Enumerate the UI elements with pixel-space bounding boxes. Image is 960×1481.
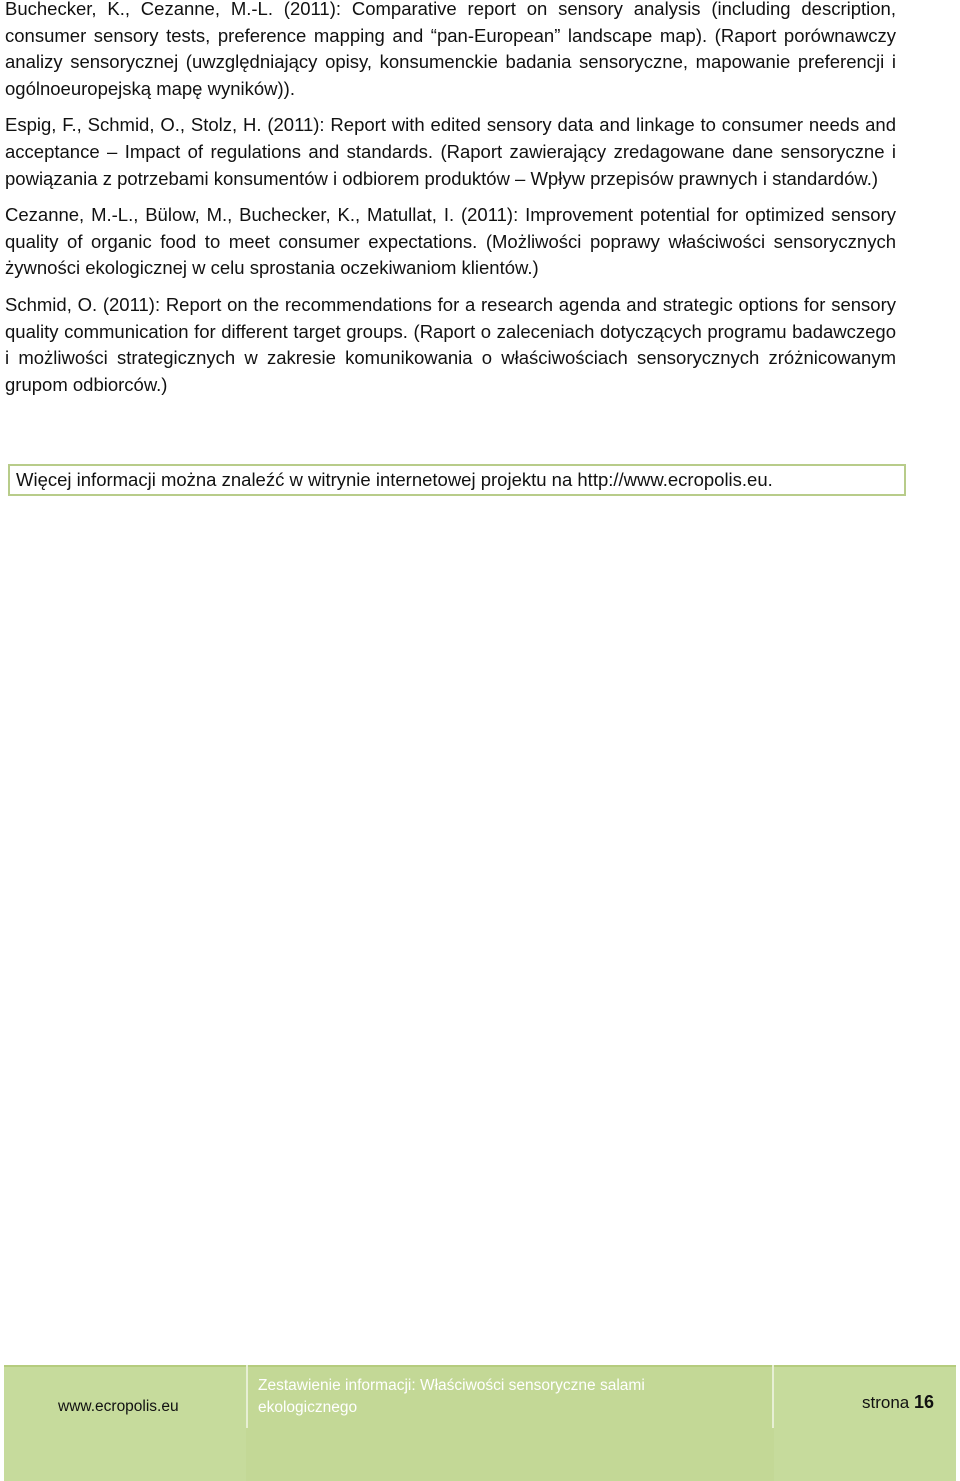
- page-label: strona: [862, 1393, 910, 1412]
- reference-entry: Buchecker, K., Cezanne, M.-L. (2011): Comparative report on sensory analysis (including description, consumer sensory tests, preference mapping and “pan-European” landscape map). (Raport porównawczy analizy sensorycznej (uwzględniający opisy, konsumenckie badania sensoryczne, mapowanie preferencji i ogólnoeuropejską mapę wyników)).: [5, 0, 896, 99]
- footer-url-link[interactable]: www.ecropolis.eu: [58, 1398, 179, 1415]
- footer-title: Zestawienie informacji: Właściwości sensoryczne salami ekologicznego: [258, 1377, 645, 1416]
- footer-divider: [4, 1365, 956, 1367]
- references-list: [5, 0, 896, 408]
- page-number-value: 16: [913, 1392, 935, 1412]
- footer-left-cell: [4, 1365, 246, 1481]
- reference-entry: Cezanne, M.-L., Bülow, M., Buchecker, K., Matullat, I. (2011): Improvement potential for optimized sensory quality of organic food to meet consumer expectations. (Możliwości poprawy właściwości sensorycznych żywności ekologicznej w celu sprostania oczekiwaniom klientów.): [5, 204, 896, 279]
- page-footer: [4, 1365, 956, 1481]
- footer-separator: [772, 1365, 774, 1428]
- footer-separator: [246, 1365, 248, 1428]
- page-number: [862, 1392, 934, 1413]
- footer-right-cell: [774, 1365, 956, 1481]
- more-info-box: Więcej informacji można znaleźć w witrynie internetowej projektu na http://www.ecropolis.eu.: [8, 464, 906, 496]
- reference-entry: Espig, F., Schmid, O., Stolz, H. (2011): Report with edited sensory data and linkage to consumer needs and acceptance – Impact of regulations and standards. (Raport zawierający zredagowane dane sensoryczne i powiązania z potrzebami konsumentów i odbiorem produktów – Wpływ przepisów prawnych i standardów.): [5, 114, 896, 189]
- reference-entry: Schmid, O. (2011): Report on the recommendations for a research agenda and strategic options for sensory quality communication for different target groups. (Raport o zaleceniach dotyczących programu badawczego i możliwości strategicznych w zakresie komunikowania o właściwościach sensorycznych zróżnicowanym grupom odbiorców.): [5, 293, 896, 395]
